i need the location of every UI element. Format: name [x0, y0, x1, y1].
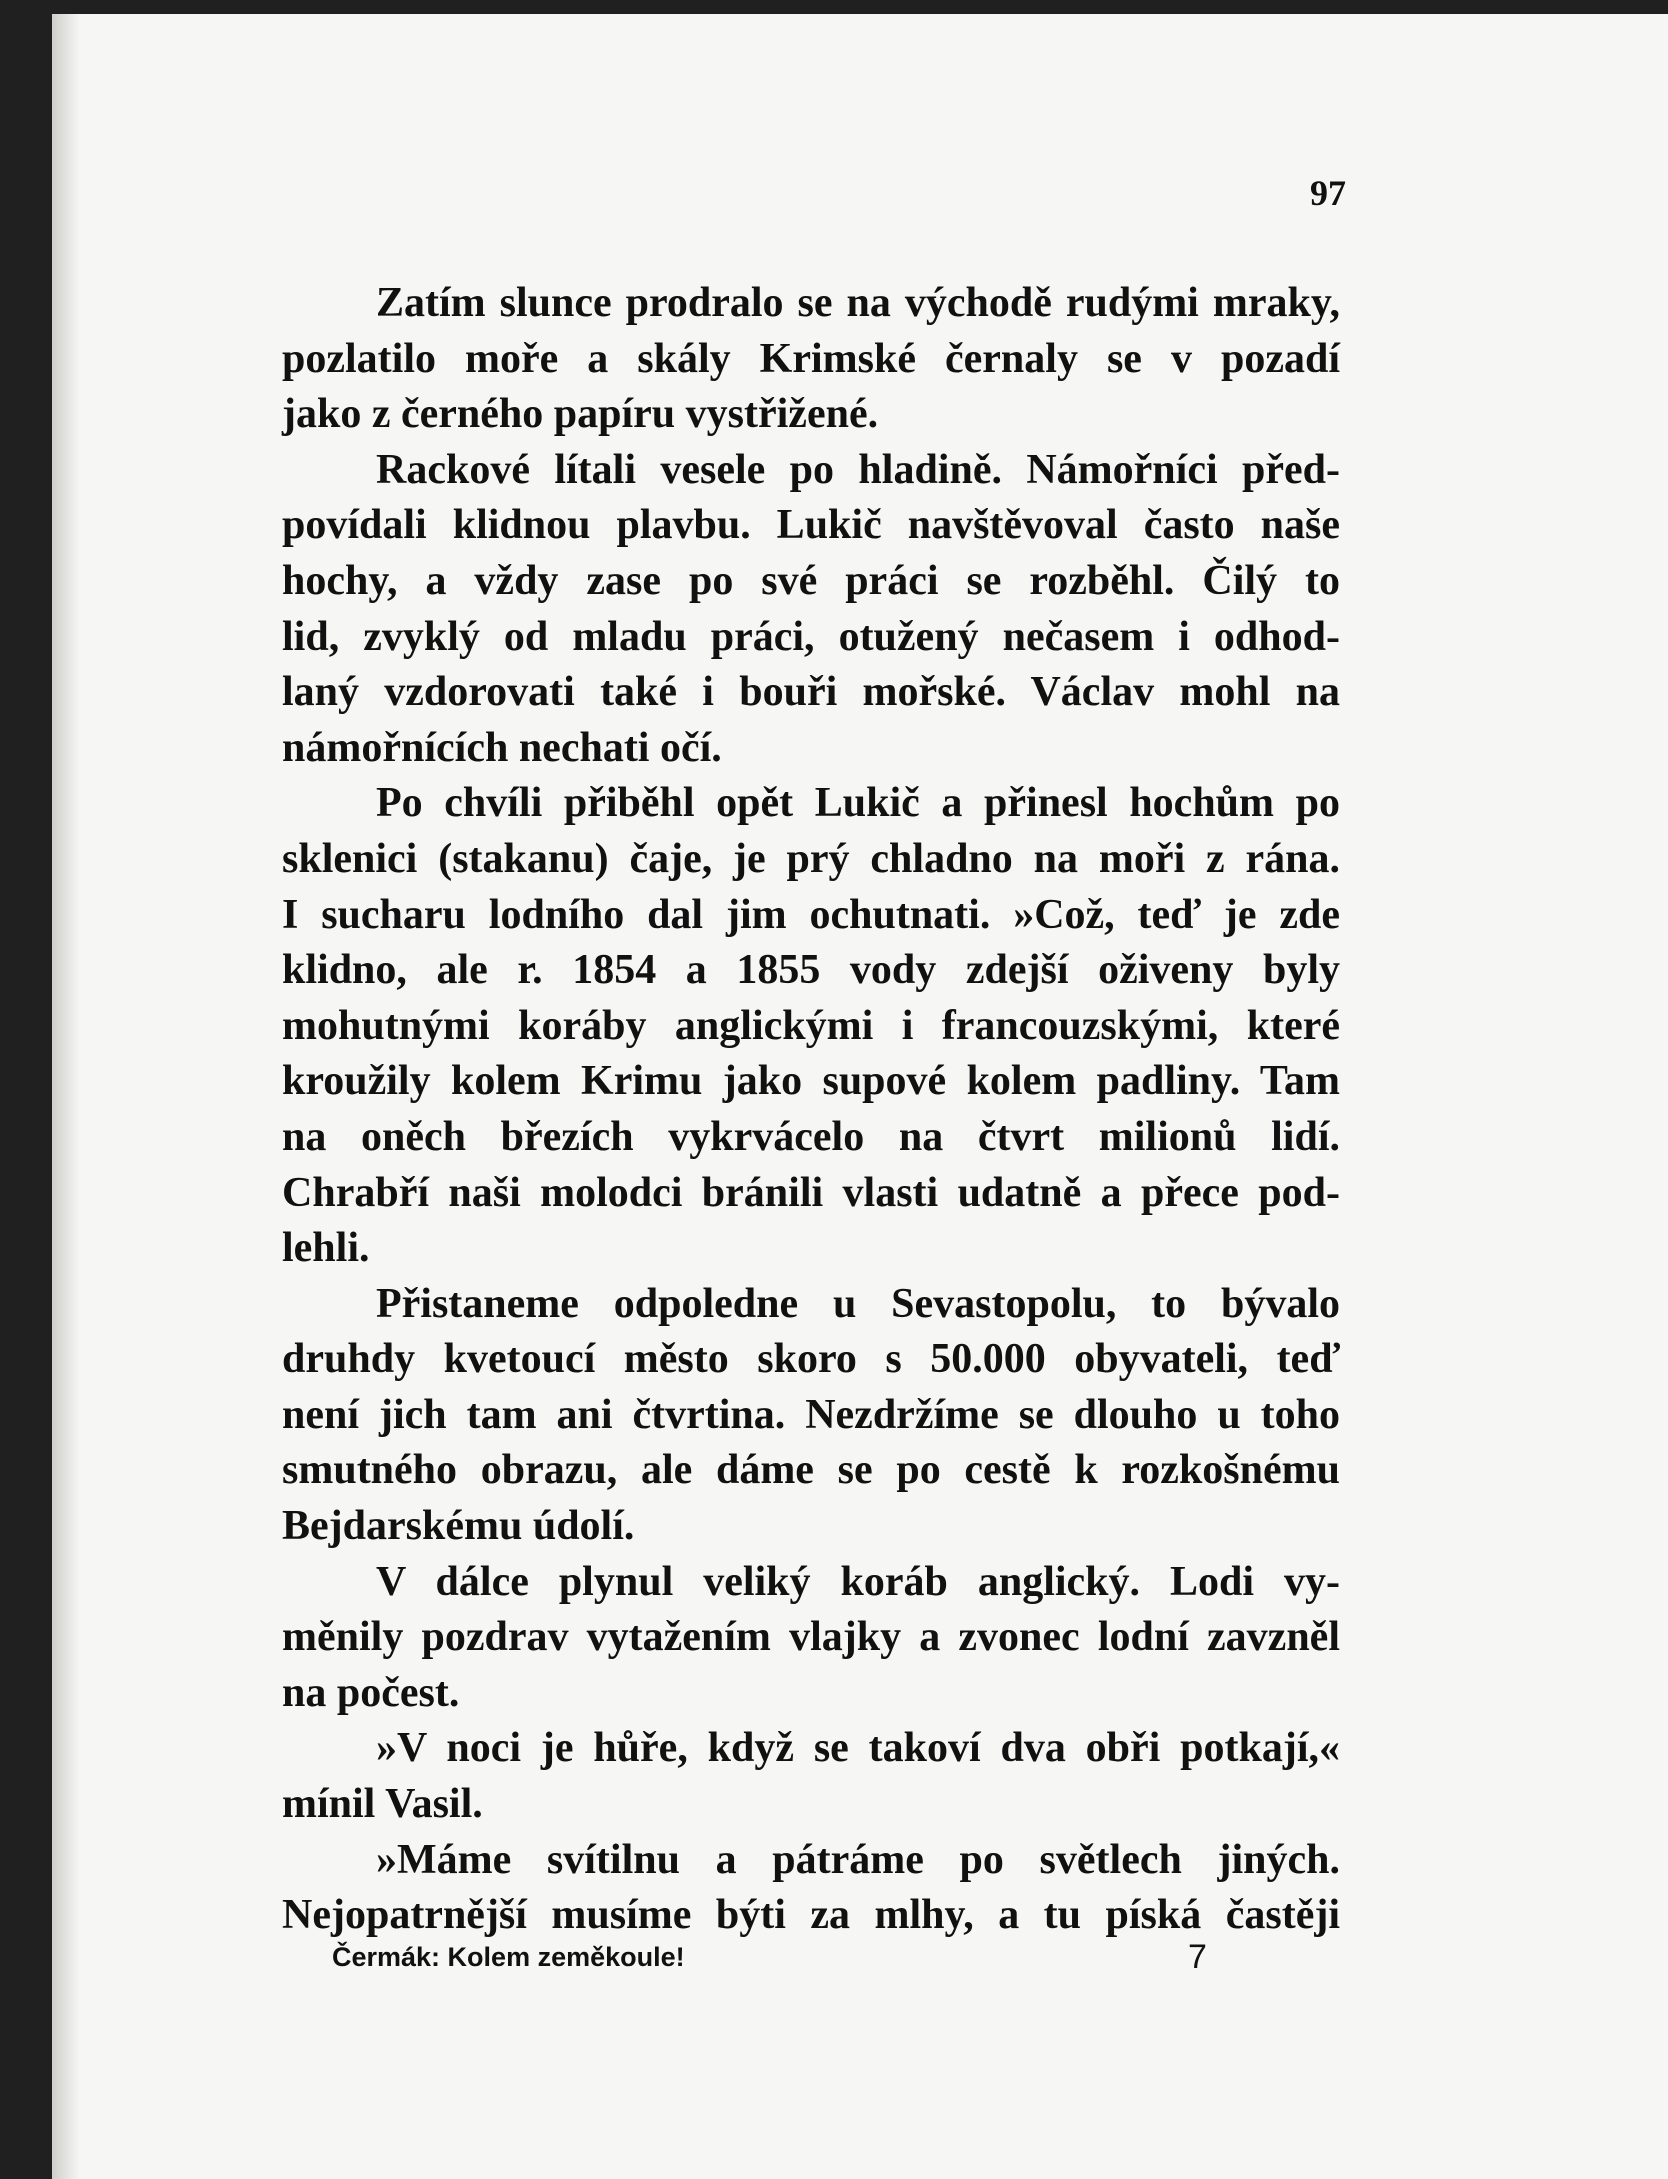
book-page: [52, 14, 1668, 2179]
text-line: měnily pozdrav vytažením vlajky a zvonec lodní zavzněl: [282, 1614, 1340, 1661]
text-line: povídali klidnou plavbu. Lukič navštěvoval často naše: [282, 502, 1340, 549]
text-line: laný vzdorovati také i bouři mořské. Václav mohl na: [282, 669, 1340, 716]
text-line: Rackové lítali vesele po hladině. Námořníci před-: [376, 446, 1340, 493]
text-line: Bejdarskému údolí.: [282, 1503, 635, 1550]
signature-mark: 7: [1188, 1938, 1207, 1976]
text-line: pozlatilo moře a skály Krimské černaly se v pozadí: [282, 335, 1340, 382]
text-line: není jich tam ani čtvrtina. Nezdržíme se dlouho u toho: [282, 1391, 1340, 1438]
page-footer: [332, 1938, 1292, 1982]
text-line: jako z černého papíru vystřižené.: [282, 391, 879, 438]
text-line: Nejopatrnější musíme býti za mlhy, a tu píská častěji: [282, 1892, 1340, 1939]
text-line: sklenici (stakanu) čaje, je prý chladno na moři z rána.: [282, 835, 1340, 882]
running-title: Čermák: Kolem zeměkoule!: [332, 1942, 685, 1972]
text-line: hochy, a vždy zase po své práci se rozběhl. Čilý to: [282, 557, 1340, 604]
page-number: 97: [1310, 173, 1346, 213]
text-line: mínil Vasil.: [282, 1781, 483, 1828]
spine-shadow: [52, 14, 80, 2179]
text-line: smutného obrazu, ale dáme se po cestě k rozkošnému: [282, 1447, 1340, 1494]
text-line: V dálce plynul veliký koráb anglický. Lodi vy-: [376, 1558, 1340, 1605]
text-line: Po chvíli přiběhl opět Lukič a přinesl hochům po: [376, 780, 1340, 827]
text-line: na počest.: [282, 1669, 460, 1716]
text-line: I sucharu lodního dal jim ochutnati. »Což, teď je zde: [282, 891, 1340, 938]
paragraph: [282, 443, 1340, 777]
text-line: mohutnými koráby anglickými i francouzskými, které: [282, 1002, 1340, 1049]
paragraph: [282, 1721, 1340, 1832]
paragraph: [282, 1833, 1340, 1944]
body-text: [282, 276, 1340, 1944]
text-line: lehli.: [282, 1225, 370, 1272]
paragraph: [282, 1277, 1340, 1555]
text-line: Zatím slunce prodralo se na východě rudými mraky,: [376, 280, 1340, 326]
text-line: kroužily kolem Krimu jako supové kolem padliny. Tam: [282, 1058, 1340, 1105]
paragraph: [282, 276, 1340, 443]
text-line: Přistaneme odpoledne u Sevastopolu, to bývalo: [376, 1280, 1340, 1327]
paragraph: [282, 1555, 1340, 1722]
paragraph: [282, 776, 1340, 1276]
text-line: druhdy kvetoucí město skoro s 50.000 obyvateli, teď: [282, 1336, 1340, 1383]
text-line: námořnících nechati očí.: [282, 724, 722, 771]
text-line: »V noci je hůře, když se takoví dva obři potkají,«: [376, 1725, 1340, 1772]
text-line: Chrabří naši molodci bránili vlasti udatně a přece pod-: [282, 1169, 1340, 1216]
text-line: klidno, ale r. 1854 a 1855 vody zdejší oživeny byly: [282, 947, 1340, 994]
text-line: lid, zvyklý od mladu práci, otužený nečasem i odhod-: [282, 613, 1340, 660]
text-line: »Máme svítilnu a pátráme po světlech jiných.: [376, 1836, 1340, 1883]
text-line: na oněch březích vykrvácelo na čtvrt milionů lidí.: [282, 1113, 1340, 1160]
